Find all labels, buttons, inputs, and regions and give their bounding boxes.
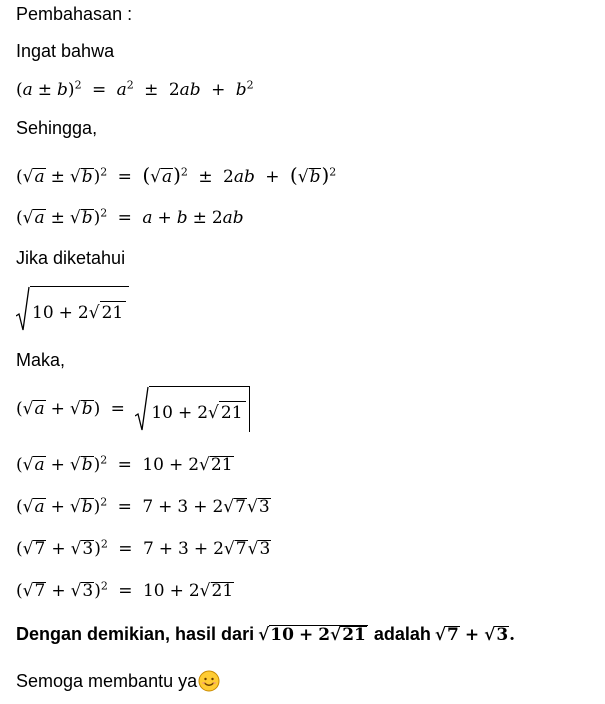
formula-step-4: $(√7 + √3)^2 = 7 + 3 + 2√7√3$ [16,537,271,559]
formula-step-3: $(√a + √b)^2 = 7 + 3 + 2√7√3$ [16,495,270,517]
conclusion: Dengan demikian, hasil dari √10 + 2√21 adalah √7 + √3. [16,624,516,645]
formula-step-1: (√a + √b) = 10 + 2√ 21 [16,386,250,432]
big-root: 10 + 2√ 21 [16,286,129,332]
formula-sqrt-expansion: $(√a \pm √b)^2 = (√a)^2 \pm 2ab + (√b)^2$ [16,163,337,187]
formula-step-5: $(√7 + √3)^2 = 10 + 2√21$ [16,579,234,601]
conclusion-result: √7 + √3. [434,625,516,645]
formula-sqrt-simplified: $(√a \pm √b)^2 = a + b \pm 2ab$ [16,206,244,228]
smiling-face-icon [198,670,220,692]
conclusion-root: √10 + 2√21 [258,625,366,645]
radical-sign-icon [16,286,30,332]
formula-square-binomial: $(a \pm b)^2 = a^2 \pm 2ab + b^2$ [16,78,254,100]
radical-sign-icon [135,386,149,432]
text-pembahasan: Pembahasan : [16,4,133,24]
formula-step-2: $(√a + √b)^2 = 10 + 2√21$ [16,453,233,475]
text-sehingga: Sehingga, [16,118,98,138]
text-jika-diketahui: Jika diketahui [16,248,126,268]
closing-line: Semoga membantu ya [16,670,220,692]
text-ingat-bahwa: Ingat bahwa [16,41,115,61]
big-root-step-1: 10 + 2√ 21 [135,386,249,432]
text-maka: Maka, [16,350,66,370]
formula-given-root [16,286,129,332]
